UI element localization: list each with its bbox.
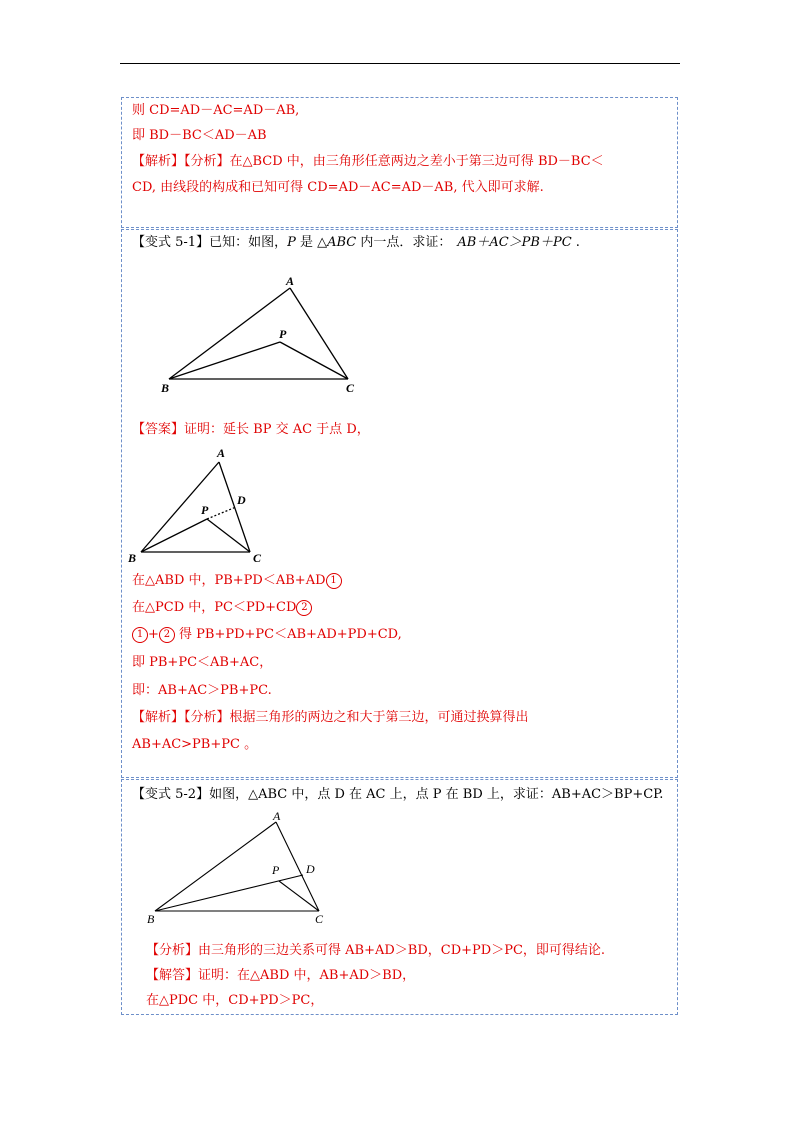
text-line: 则 CD=AD－AC=AD－AB, <box>132 103 300 118</box>
plus-sign: + <box>148 627 159 642</box>
vertex-label-a: A <box>273 809 281 823</box>
problem-text: 如图，△ABC 中，点 D 在 AC 上，点 P 在 BD 上，求证：AB+AC＞BP+CP. <box>209 787 664 802</box>
variant-tag: 【变式 5-1】 <box>132 235 210 250</box>
analysis-text: 根据三角形的两边之和大于第三边，可通过换算得出 <box>229 710 529 725</box>
analysis-tag: 【解析】【分析】 <box>132 154 230 169</box>
proof-step-5: 即：AB+AC＞PB+PC. <box>132 683 272 698</box>
analysis-line <box>146 942 605 960</box>
circled-number: 1 <box>326 573 342 589</box>
solution-line-2: 在△PDC 中，CD+PD＞PC， <box>146 993 324 1008</box>
point-label-p: P <box>201 503 209 517</box>
analysis-line-2: AB+AC>PB+PC 。 <box>132 737 258 752</box>
point-label-p: P <box>279 327 287 341</box>
solution-text: 证明：在△ABD 中，AB+AD＞BD， <box>198 968 416 983</box>
section-continuation <box>121 97 678 228</box>
problem-text: . <box>571 235 580 250</box>
point-label-d: D <box>237 493 246 507</box>
analysis-text: 在△BCD 中，由三角形任意两边之差小于第三边可得 BD－BC＜ <box>229 154 604 169</box>
proof-step-4: 即 PB+PC＜AB+AC， <box>132 655 273 670</box>
solution-line <box>146 967 415 985</box>
variant-tag: 【变式 5-2】 <box>132 787 210 802</box>
analysis-tag: 【解析】【分析】 <box>132 710 230 725</box>
circled-number: 1 <box>132 627 148 643</box>
analysis-line <box>132 153 604 171</box>
vertex-label-b: B <box>128 551 137 565</box>
step-text: 在△ABD 中，PB+PD＜AB+AD <box>132 573 326 588</box>
answer-text: 证明：延长 BP 交 AC 于点 D， <box>184 422 370 437</box>
text-line: 即 BD－BC＜AD－AB <box>132 128 267 143</box>
step-text: 得 PB+PD+PC＜AB+AD+PD+CD, <box>174 627 402 642</box>
analysis-tag: 【分析】 <box>146 943 199 958</box>
vertex-label-a: A <box>286 274 295 288</box>
vertex-label-b: B <box>161 381 170 395</box>
section-variant-5-2 <box>121 779 678 1015</box>
triangle-label: △ABC <box>317 235 357 250</box>
vertex-label-a: A <box>217 446 226 460</box>
vertex-label-b: B <box>147 912 155 926</box>
proof-step-1 <box>132 572 342 590</box>
step-text: 在△PCD 中，PC＜PD+CD <box>132 600 297 615</box>
text-line: CD, 由线段的构成和已知可得 CD=AD－AC=AD－AB, 代入即可求解. <box>132 180 544 195</box>
problem-text: 内一点．求证： <box>356 235 452 250</box>
proof-step-3 <box>132 626 402 644</box>
section-variant-5-1 <box>121 229 678 778</box>
header-rule <box>120 63 680 64</box>
problem-text: 已知：如图， <box>209 235 288 250</box>
point-label: P <box>287 235 296 250</box>
formula: AB＋AC＞PB＋PC <box>457 235 572 250</box>
circled-number: 2 <box>159 627 175 643</box>
vertex-label-c: C <box>253 551 262 565</box>
circled-number: 2 <box>296 600 312 616</box>
solution-tag: 【解答】 <box>146 968 199 983</box>
analysis-line <box>132 709 529 727</box>
vertex-label-c: C <box>346 381 355 395</box>
proof-step-2 <box>132 599 312 617</box>
analysis-text: 由三角形的三边关系可得 AB+AD＞BD，CD+PD＞PC，即可得结论. <box>198 943 606 958</box>
problem-text: 是 <box>295 235 318 250</box>
point-label-p: P <box>272 863 280 877</box>
point-label-d: D <box>306 862 315 876</box>
vertex-label-c: C <box>315 912 324 926</box>
answer-tag: 【答案】 <box>132 422 185 437</box>
